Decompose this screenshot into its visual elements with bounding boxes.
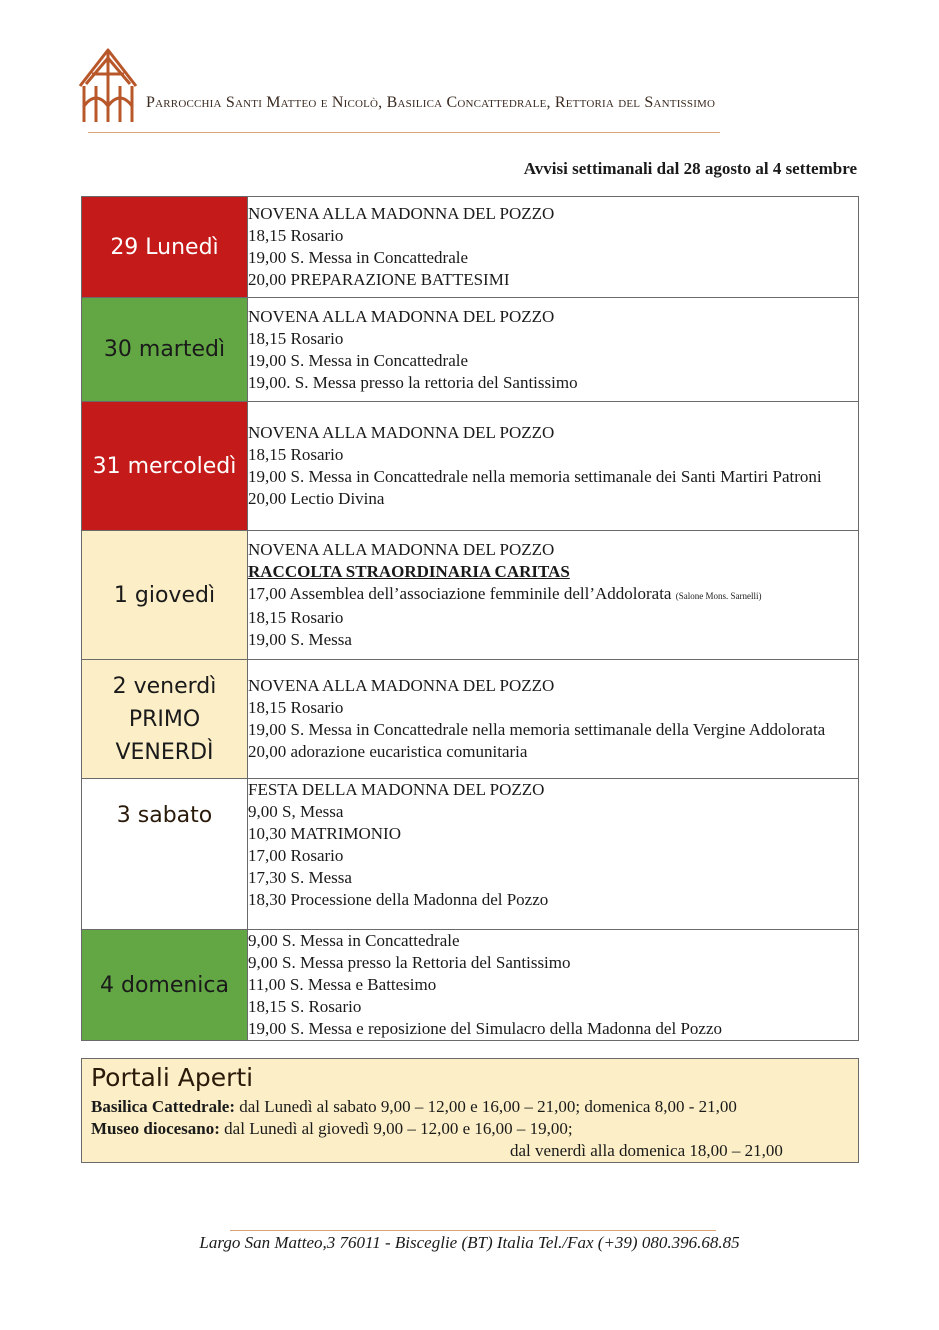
museum-label: Museo diocesano:	[91, 1119, 220, 1138]
day-label-first-friday: VENERDÌ	[115, 739, 214, 765]
day-label: 3 sabato	[116, 803, 213, 828]
events-cell	[248, 531, 859, 660]
event-line: 19,00 S. Messa in Concattedrale nella memoria settimanale della Vergine Addolorata	[248, 720, 826, 739]
event-line: 18,15 Rosario	[248, 328, 344, 348]
day-cell	[82, 531, 248, 660]
museum-weekend-hours: dal venerdì alla domenica 18,00 – 21,00	[510, 1141, 783, 1160]
event-line: 18,15 Rosario	[248, 698, 344, 717]
day-label: 30 martedì	[103, 337, 226, 362]
header-divider	[88, 132, 720, 133]
weekly-schedule-table	[81, 196, 859, 1041]
day-label: 31 mercoledì	[92, 453, 237, 479]
day-cell	[82, 402, 248, 531]
event-line: 20,00 Lectio Divina	[248, 489, 385, 508]
schedule-row	[82, 779, 859, 930]
events-cell	[248, 197, 859, 298]
day-label: 4 domenica	[99, 972, 229, 998]
event-line: 9,00 S. Messa in Concattedrale	[248, 931, 460, 950]
event-line: NOVENA ALLA MADONNA DEL POZZO	[248, 540, 555, 559]
day-cell	[82, 779, 248, 930]
event-line: 18,15 S. Rosario	[248, 997, 362, 1016]
open-doors-box	[81, 1058, 859, 1163]
footer-divider	[230, 1230, 716, 1231]
basilica-hours-text: dal Lunedì al sabato 9,00 – 12,00 e 16,00 – 21,00; domenica 8,00 - 21,00	[239, 1097, 737, 1116]
events-cell	[248, 402, 859, 531]
parish-logo-icon	[76, 44, 140, 124]
event-line: NOVENA ALLA MADONNA DEL POZZO	[248, 204, 555, 223]
event-line: 19,00 S. Messa in Concattedrale	[248, 248, 469, 267]
event-line: 18,15 Rosario	[248, 445, 344, 464]
museum-hours-text: dal Lunedì al giovedì 9,00 – 12,00 e 16,00 – 19,00;	[224, 1119, 573, 1138]
event-line	[248, 583, 858, 607]
footer-address: Largo San Matteo,3 76011 - Bisceglie (BT) Italia Tel./Fax (+39) 080.396.68.85	[199, 1233, 740, 1252]
event-line: 9,00 S, Messa	[248, 802, 344, 821]
day-cell	[82, 197, 248, 298]
event-line: 17,00 Rosario	[248, 846, 344, 865]
event-line: 18,30 Processione della Madonna del Pozzo	[248, 890, 549, 909]
event-line: 18,15 Rosario	[248, 608, 344, 627]
event-text: 17,00 Assemblea dell’associazione femminile dell’Addolorata	[248, 584, 672, 603]
event-location-note: (Salone Mons. Sarnelli)	[675, 591, 762, 601]
event-line: 18,15 Rosario	[248, 226, 344, 245]
schedule-row	[82, 660, 859, 779]
schedule-row	[82, 402, 859, 531]
event-line: 20,00 PREPARAZIONE BATTESIMI	[248, 270, 510, 289]
schedule-row	[82, 197, 859, 298]
event-line: NOVENA ALLA MADONNA DEL POZZO	[248, 306, 555, 326]
event-line: 17,30 S. Messa	[248, 868, 352, 887]
event-line: 19,00 S. Messa in Concattedrale	[248, 350, 469, 370]
event-line: FESTA DELLA MADONNA DEL POZZO	[248, 780, 545, 799]
event-line: 20,00 adorazione eucaristica comunitaria	[248, 742, 528, 761]
schedule-row	[82, 298, 859, 402]
event-line: 9,00 S. Messa presso la Rettoria del Santissimo	[248, 953, 571, 972]
schedule-row	[82, 531, 859, 660]
day-cell	[82, 660, 248, 779]
event-line: NOVENA ALLA MADONNA DEL POZZO	[248, 676, 555, 695]
event-line: NOVENA ALLA MADONNA DEL POZZO	[248, 423, 555, 442]
event-line: 19,00 S. Messa in Concattedrale nella memoria settimanale dei Santi Martiri Patroni	[248, 467, 822, 486]
event-line: 19,00 S. Messa	[248, 630, 352, 649]
event-line: 11,00 S. Messa e Battesimo	[248, 975, 437, 994]
day-label-first-friday: PRIMO	[128, 706, 201, 732]
events-cell	[248, 660, 859, 779]
open-doors-title: Portali Aperti	[91, 1063, 254, 1092]
schedule-row	[82, 930, 859, 1041]
event-line: 10,30 MATRIMONIO	[248, 824, 401, 843]
event-line: 19,00. S. Messa presso la rettoria del Santissimo	[248, 372, 578, 392]
parish-name: Parrocchia Santi Matteo e Nicolò, Basilica Concattedrale, Rettoria del Santissimo	[146, 94, 716, 111]
event-line: 19,00 S. Messa e reposizione del Simulacro della Madonna del Pozzo	[248, 1019, 722, 1038]
museum-hours	[91, 1119, 573, 1139]
events-cell	[248, 930, 859, 1041]
basilica-hours	[91, 1097, 737, 1117]
page-heading: Avvisi settimanali dal 28 agosto al 4 settembre	[523, 159, 857, 178]
day-label: 2 venerdì	[112, 673, 217, 699]
basilica-label: Basilica Cattedrale:	[91, 1097, 235, 1116]
caritas-collection-notice: RACCOLTA STRAORDINARIA CARITAS	[248, 562, 570, 581]
events-cell	[248, 779, 859, 930]
day-cell	[82, 298, 248, 402]
day-label: 29 Lunedì	[110, 234, 219, 260]
events-cell	[248, 298, 859, 402]
day-label: 1 giovedì	[113, 582, 216, 608]
day-cell	[82, 930, 248, 1041]
